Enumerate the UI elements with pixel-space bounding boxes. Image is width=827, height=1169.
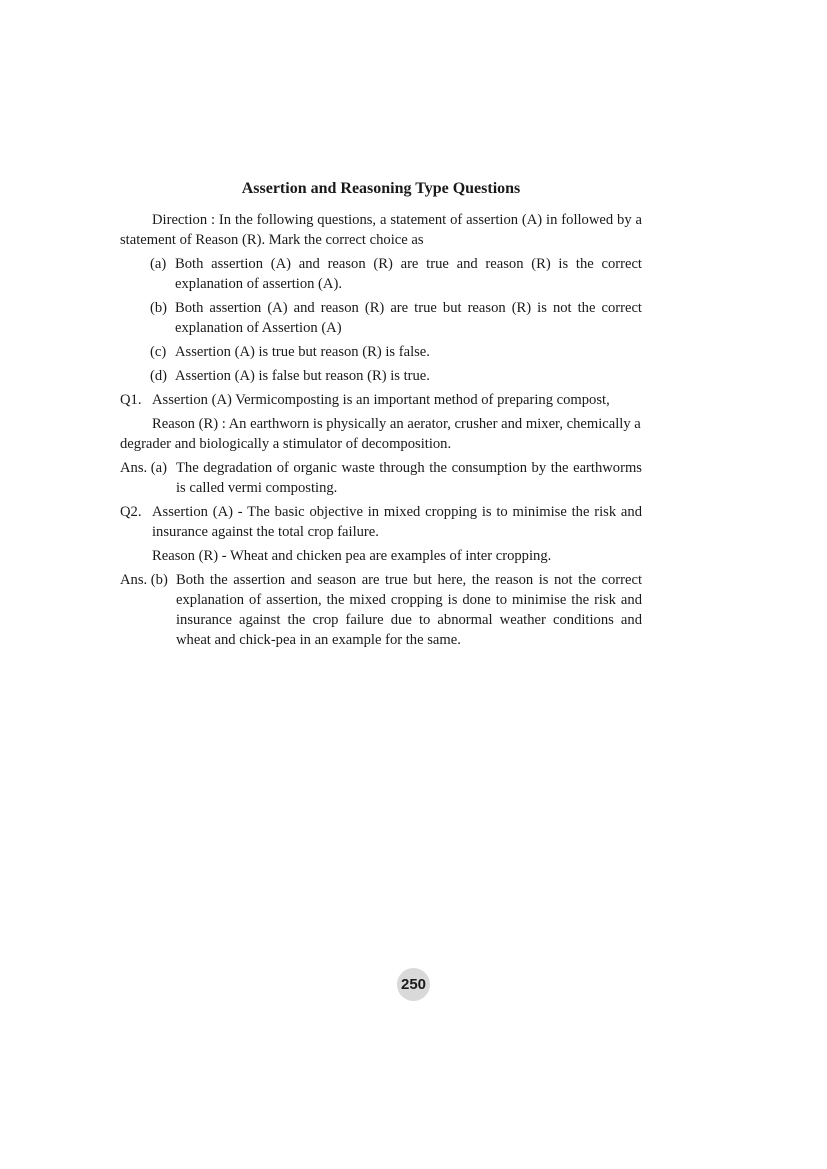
answer-label: Ans. (b) <box>120 572 168 588</box>
question-1-reason <box>120 414 642 434</box>
page-number: 250 <box>397 968 430 1001</box>
option-b <box>150 298 642 338</box>
option-text: Assertion (A) is false but reason (R) is true. <box>175 368 430 384</box>
direction-text: Direction : In the following questions, a statement of assertion (A) in followed by a statement of Reason (R). Mark the correct choice as <box>120 212 642 248</box>
option-text: Both assertion (A) and reason (R) are true but reason (R) is not the correct explanation of Assertion (A) <box>175 300 642 336</box>
question-label: Q2. <box>120 504 142 520</box>
option-label: (d) <box>150 368 168 384</box>
page-title: Assertion and Reasoning Type Questions <box>241 180 521 197</box>
question-1-reason-continued: degrader and biologically a stimulator of decomposition. <box>120 436 452 452</box>
question-assertion: Assertion (A) Vermicomposting is an important method of preparing compost, <box>152 392 610 408</box>
answer-text: The degradation of organic waste through the consumption by the earthworms is called vermi composting. <box>176 460 642 496</box>
option-a <box>150 254 642 294</box>
option-c <box>150 342 642 362</box>
page-content <box>120 179 642 654</box>
option-text: Assertion (A) is true but reason (R) is false. <box>175 344 430 360</box>
option-label: (c) <box>150 344 167 360</box>
answer-text: Both the assertion and season are true but here, the reason is not the correct explanation of assertion, the mixed cropping is done to minimise the risk and insurance against the crop failure due to abnormal weather conditions and wheat and chick-pea in an example for the same. <box>176 572 642 648</box>
answer-label: Ans. (a) <box>120 460 168 476</box>
question-2 <box>120 502 642 542</box>
option-d <box>150 366 642 386</box>
question-2-reason: Reason (R) - Wheat and chicken pea are examples of inter cropping. <box>152 548 552 564</box>
option-text: Both assertion (A) and reason (R) are true and reason (R) is the correct explanation of assertion (A). <box>175 256 642 292</box>
question-label: Q1. <box>120 392 142 408</box>
option-label: (a) <box>150 256 167 272</box>
answer-2 <box>120 570 642 650</box>
option-label: (b) <box>150 300 168 316</box>
question-assertion: Assertion (A) - The basic objective in mixed cropping is to minimise the risk and insurance against the total crop failure. <box>152 504 642 540</box>
question-1 <box>120 390 642 410</box>
answer-1 <box>120 458 642 498</box>
reason-text-first: Reason (R) : An earthworn is physically an aerator, crusher and mixer, chemically a <box>152 416 641 432</box>
